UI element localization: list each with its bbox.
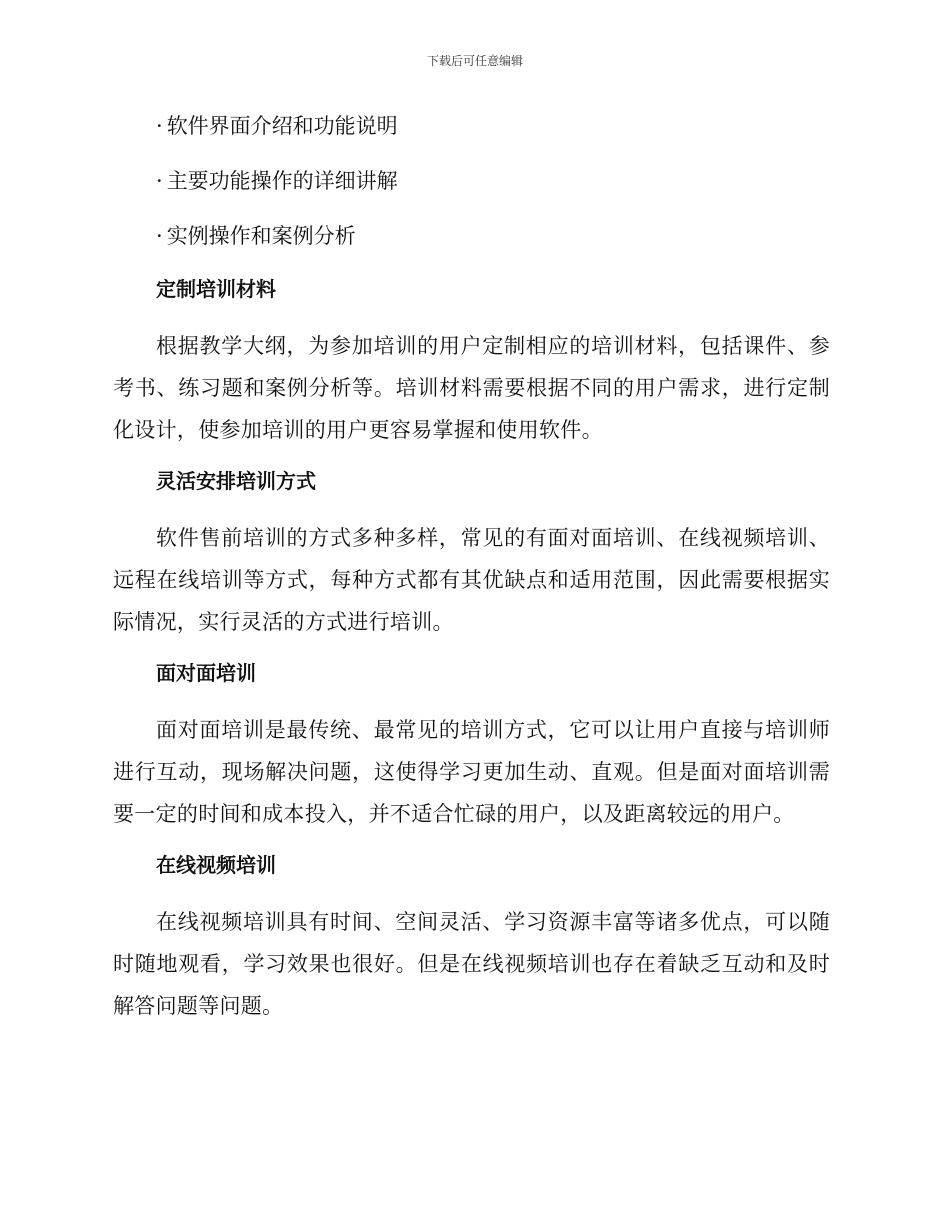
bullet-item — [113, 163, 830, 199]
bullet-marker: · — [156, 224, 163, 248]
section-paragraph: 软件售前培训的方式多种多样，常见的有面对面培训、在线视频培训、远程在线培训等方式，每种方式都有其优缺点和适用范围，因此需要根据实际情况，实行灵活的方式进行培训。 — [113, 526, 830, 634]
bullet-item — [113, 218, 830, 254]
section-paragraph: 根据教学大纲，为参加培训的用户定制相应的培训材料，包括课件、参考书、练习题和案例分析等。培训材料需要根据不同的用户需求，进行定制化设计，使参加培训的用户更容易掌握和使用软件。 — [113, 334, 830, 442]
section-heading: 定制培训材料 — [156, 277, 276, 301]
document-body — [113, 108, 830, 1041]
bullet-text: 软件界面介绍和功能说明 — [166, 114, 398, 138]
bullet-marker: · — [156, 169, 163, 193]
bullet-text: 实例操作和案例分析 — [166, 224, 356, 248]
section-heading: 灵活安排培训方式 — [156, 469, 316, 493]
page-header: 下载后可任意编辑 — [426, 54, 523, 68]
section-paragraph: 在线视频培训具有时间、空间灵活、学习资源丰富等诸多优点，可以随时随地观看，学习效果也很好。但是在线视频培训也存在着缺乏互动和及时解答问题等问题。 — [113, 910, 830, 1018]
bullet-item — [113, 108, 830, 144]
section-paragraph: 面对面培训是最传统、最常见的培训方式，它可以让用户直接与培训师进行互动，现场解决问题，这使得学习更加生动、直观。但是面对面培训需要一定的时间和成本投入，并不适合忙碌的用户，以及距离较远的用户。 — [113, 718, 830, 826]
section-heading: 面对面培训 — [156, 661, 256, 685]
bullet-marker: · — [156, 114, 163, 138]
bullet-text: 主要功能操作的详细讲解 — [166, 169, 398, 193]
section-heading: 在线视频培训 — [156, 853, 276, 877]
